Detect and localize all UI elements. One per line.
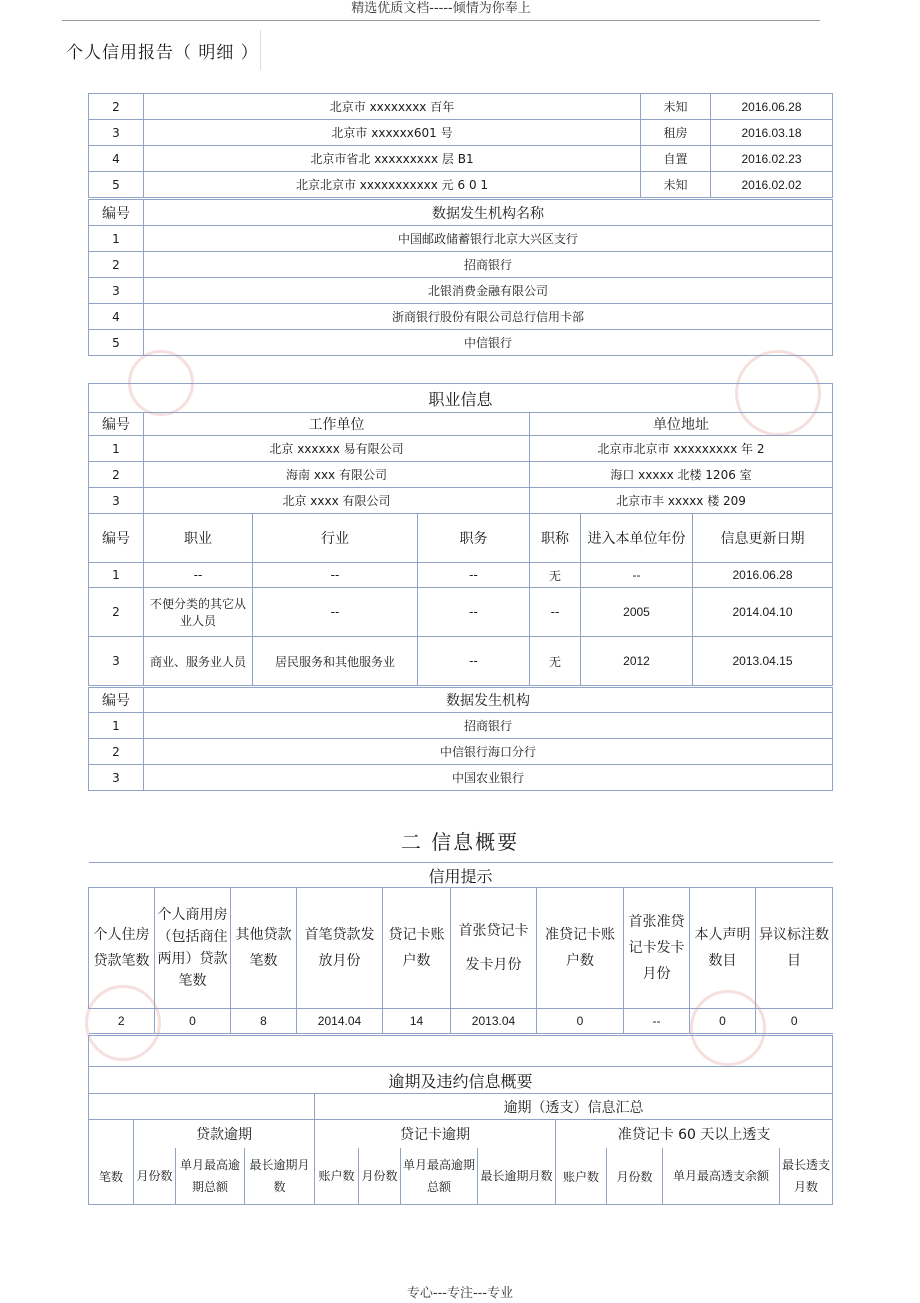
value-first-semi-card-month: --	[624, 1009, 690, 1034]
section-title-row	[89, 1067, 833, 1094]
col-no-header: 编号	[89, 200, 144, 226]
table-row	[89, 637, 833, 686]
title-divider	[260, 30, 261, 70]
value-housing-loan-count: 2	[89, 1009, 155, 1034]
table-row	[89, 588, 833, 637]
col-unit-address-header: 单位地址	[530, 413, 833, 436]
address-cell: 北京北京市 xxxxxxxxxxx 元 6 0 1	[144, 172, 641, 198]
table-row	[89, 330, 833, 356]
col-card-months: 月份数	[359, 1148, 401, 1205]
col-other-loan-count: 其他贷款笔数	[231, 888, 297, 1009]
row-no: 2	[89, 739, 144, 765]
join-year-cell: 2012	[581, 637, 693, 686]
col-updated-header: 信息更新日期	[693, 514, 833, 563]
address-cell: 北京市 xxxxxxxx 百年	[144, 94, 641, 120]
row-no: 1	[89, 226, 144, 252]
row-no: 5	[89, 330, 144, 356]
table-row	[89, 488, 833, 514]
job-cell: 商业、服务业人员	[144, 637, 253, 686]
institution-name: 浙商银行股份有限公司总行信用卡部	[144, 304, 833, 330]
occupation-title: 职业信息	[89, 384, 833, 413]
row-no: 2	[89, 252, 144, 278]
col-loan-months: 月份数	[134, 1148, 176, 1205]
table-header-row	[89, 514, 833, 563]
row-no: 2	[89, 462, 144, 488]
update-date: 2016.03.18	[711, 120, 833, 146]
overdue-summary-table	[88, 1035, 833, 1205]
updated-cell: 2013.04.15	[693, 637, 833, 686]
join-year-cell: --	[581, 563, 693, 588]
address-cell: 北京市 xxxxxx601 号	[144, 120, 641, 146]
row-no: 3	[89, 120, 144, 146]
row-no: 2	[89, 94, 144, 120]
blank-cell	[89, 1036, 833, 1067]
col-employer-header: 工作单位	[144, 413, 530, 436]
table-row	[89, 713, 833, 739]
section-2-title: 二 信息概要	[400, 830, 520, 854]
institution-name: 招商银行	[144, 713, 833, 739]
semi-card-overdraft-group: 准贷记卡 60 天以上透支	[556, 1120, 833, 1149]
col-loan-max-amount: 单月最高逾期总额	[176, 1148, 245, 1205]
col-semi-card-count: 准贷记卡账户数	[537, 888, 624, 1009]
value-first-loan-month: 2014.04	[297, 1009, 383, 1034]
blank-cell	[89, 1094, 315, 1120]
unit-address: 海口 xxxxx 北楼 1206 室	[530, 462, 833, 488]
col-housing-loan-count: 个人住房贷款笔数	[89, 888, 155, 1009]
value-first-card-month: 2013.04	[451, 1009, 537, 1034]
residence-status: 自置	[641, 146, 711, 172]
spacer-row	[89, 1036, 833, 1067]
col-no-header: 编号	[89, 514, 144, 563]
value-semi-card-count: 0	[537, 1009, 624, 1034]
section-title-row	[89, 384, 833, 413]
address-cell: 北京市省北 xxxxxxxxx 层 B1	[144, 146, 641, 172]
institution-name: 北银消费金融有限公司	[144, 278, 833, 304]
value-credit-card-count: 14	[383, 1009, 451, 1034]
report-title: 个人信用报告（ 明细 ）	[66, 43, 259, 63]
table-header-row	[89, 1148, 833, 1205]
table-row	[89, 278, 833, 304]
position-cell: --	[418, 563, 530, 588]
section-title-row	[89, 863, 833, 888]
table-header-row	[89, 200, 833, 226]
col-semi-months: 月份数	[607, 1148, 663, 1205]
institution-name: 中信银行海口分行	[144, 739, 833, 765]
table-row	[89, 146, 833, 172]
institution-name: 中国农业银行	[144, 765, 833, 791]
row-no: 3	[89, 637, 144, 686]
col-job-header: 职业	[144, 514, 253, 563]
row-no: 5	[89, 172, 144, 198]
row-no: 1	[89, 713, 144, 739]
employer-name: 北京 xxxx 有限公司	[144, 488, 530, 514]
address-table	[88, 93, 833, 198]
industry-cell: 居民服务和其他服务业	[253, 637, 418, 686]
col-semi-max-balance: 单月最高透支余额	[663, 1148, 780, 1205]
col-first-card-month: 首张贷记卡 发卡月份	[451, 888, 537, 1009]
col-no-header: 编号	[89, 688, 144, 713]
col-credit-card-count: 贷记卡账户数	[383, 888, 451, 1009]
loan-overdue-group: 贷款逾期	[134, 1120, 315, 1149]
position-cell: --	[418, 588, 530, 637]
row-no: 3	[89, 765, 144, 791]
col-title-header: 职称	[530, 514, 581, 563]
row-no: 1	[89, 436, 144, 462]
table-row	[89, 739, 833, 765]
col-card-longest: 最长逾期月数	[478, 1148, 556, 1205]
table-row	[89, 1009, 833, 1034]
row-no: 2	[89, 588, 144, 637]
table-row	[89, 226, 833, 252]
employer-name: 北京 xxxxxx 易有限公司	[144, 436, 530, 462]
table-row	[89, 563, 833, 588]
title-cell: 无	[530, 563, 581, 588]
occupation-detail-table	[88, 513, 833, 686]
credit-tips-title: 信用提示	[89, 863, 833, 888]
blank-cell	[89, 1120, 134, 1149]
overdue-title: 逾期及违约信息概要	[89, 1067, 833, 1094]
update-date: 2016.06.28	[711, 94, 833, 120]
institution-name: 中国邮政储蓄银行北京大兴区支行	[144, 226, 833, 252]
row-no: 4	[89, 146, 144, 172]
update-date: 2016.02.23	[711, 146, 833, 172]
group-header-row	[89, 1120, 833, 1149]
table-header-row	[89, 888, 833, 1009]
residence-status: 未知	[641, 172, 711, 198]
table-row	[89, 94, 833, 120]
updated-cell: 2014.04.10	[693, 588, 833, 637]
table-row	[89, 765, 833, 791]
col-institution-header: 数据发生机构名称	[144, 200, 833, 226]
occupation-source-table	[88, 687, 833, 791]
col-loan-longest: 最长逾期月数	[245, 1148, 315, 1205]
table-row	[89, 462, 833, 488]
subtitle-row	[89, 1094, 833, 1120]
col-card-max-amount: 单月最高逾期总额	[401, 1148, 478, 1205]
institution-name: 招商银行	[144, 252, 833, 278]
title-cell: --	[530, 588, 581, 637]
update-date: 2016.02.02	[711, 172, 833, 198]
table-row	[89, 172, 833, 198]
industry-cell: --	[253, 588, 418, 637]
col-semi-longest: 最长透支月数	[780, 1148, 833, 1205]
job-cell: 不便分类的其它从业人员	[144, 588, 253, 637]
page-header: 精选优质文档-----倾情为你奉上	[62, 0, 820, 21]
col-loan-count: 笔数	[89, 1148, 134, 1205]
col-commercial-loan-count: 个人商用房（包括商住两用）贷款笔数	[155, 888, 231, 1009]
page-footer: 专心---专注---专业	[406, 1286, 514, 1301]
row-no: 4	[89, 304, 144, 330]
value-declaration-count: 0	[690, 1009, 756, 1034]
table-header-row	[89, 413, 833, 436]
address-source-table	[88, 199, 833, 356]
job-cell: --	[144, 563, 253, 588]
residence-status: 未知	[641, 94, 711, 120]
value-other-loan-count: 8	[231, 1009, 297, 1034]
position-cell: --	[418, 637, 530, 686]
row-no: 3	[89, 488, 144, 514]
overdue-summary-title: 逾期（透支）信息汇总	[315, 1094, 833, 1120]
col-first-semi-card-month: 首张准贷记卡发卡月份	[624, 888, 690, 1009]
row-no: 1	[89, 563, 144, 588]
col-semi-accounts: 账户数	[556, 1148, 607, 1205]
table-row	[89, 436, 833, 462]
col-objection-count: 异议标注数目	[756, 888, 833, 1009]
updated-cell: 2016.06.28	[693, 563, 833, 588]
col-card-accounts: 账户数	[315, 1148, 359, 1205]
credit-tips-table	[88, 862, 833, 1034]
col-declaration-count: 本人声明数目	[690, 888, 756, 1009]
table-header-row	[89, 688, 833, 713]
title-cell: 无	[530, 637, 581, 686]
col-position-header: 职务	[418, 514, 530, 563]
institution-name: 中信银行	[144, 330, 833, 356]
row-no: 3	[89, 278, 144, 304]
employer-name: 海南 xxx 有限公司	[144, 462, 530, 488]
table-row	[89, 304, 833, 330]
value-objection-count: 0	[756, 1009, 833, 1034]
col-join-year-header: 进入本单位年份	[581, 514, 693, 563]
col-first-loan-month: 首笔贷款发放月份	[297, 888, 383, 1009]
col-no-header: 编号	[89, 413, 144, 436]
table-row	[89, 252, 833, 278]
residence-status: 租房	[641, 120, 711, 146]
industry-cell: --	[253, 563, 418, 588]
value-commercial-loan-count: 0	[155, 1009, 231, 1034]
col-institution-header: 数据发生机构	[144, 688, 833, 713]
join-year-cell: 2005	[581, 588, 693, 637]
occupation-unit-table	[88, 383, 833, 514]
col-industry-header: 行业	[253, 514, 418, 563]
unit-address: 北京市北京市 xxxxxxxxx 年 2	[530, 436, 833, 462]
unit-address: 北京市丰 xxxxx 楼 209	[530, 488, 833, 514]
table-row	[89, 120, 833, 146]
card-overdue-group: 贷记卡逾期	[315, 1120, 556, 1149]
